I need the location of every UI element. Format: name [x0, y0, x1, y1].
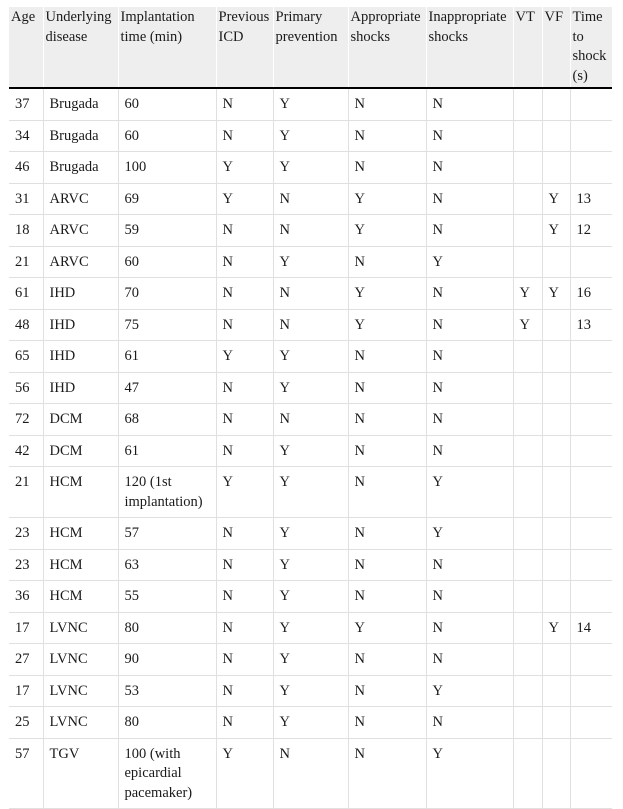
cell-age: 34	[9, 120, 43, 152]
cell-vt	[513, 435, 542, 467]
cell-implantation-time: 120 (1st implantation)	[118, 467, 216, 518]
cell-inappropriate-shocks: N	[426, 152, 513, 184]
cell-appropriate-shocks: N	[348, 518, 426, 550]
cell-appropriate-shocks: N	[348, 88, 426, 120]
header-primary-prevention: Primary prevention	[273, 7, 348, 88]
cell-implantation-time: 69	[118, 183, 216, 215]
table-row	[9, 707, 612, 739]
cell-age: 65	[9, 341, 43, 373]
cell-vt	[513, 246, 542, 278]
cell-time-to-shock	[570, 675, 612, 707]
cell-time-to-shock: 16	[570, 278, 612, 310]
cell-previous-icd: N	[216, 612, 273, 644]
cell-underlying-disease: DCM	[43, 435, 118, 467]
cell-vt	[513, 341, 542, 373]
cell-age: 42	[9, 435, 43, 467]
cell-primary-prevention: N	[273, 183, 348, 215]
cell-implantation-time: 57	[118, 518, 216, 550]
cell-vf	[542, 549, 570, 581]
cell-time-to-shock: 13	[570, 309, 612, 341]
cell-inappropriate-shocks: N	[426, 120, 513, 152]
cell-time-to-shock	[570, 120, 612, 152]
cell-vf	[542, 246, 570, 278]
cell-underlying-disease: ARVC	[43, 246, 118, 278]
cell-inappropriate-shocks: N	[426, 278, 513, 310]
cell-previous-icd: N	[216, 581, 273, 613]
cell-primary-prevention: Y	[273, 467, 348, 518]
cell-appropriate-shocks: N	[348, 435, 426, 467]
cell-primary-prevention: N	[273, 278, 348, 310]
cell-previous-icd: N	[216, 549, 273, 581]
cell-time-to-shock: 13	[570, 183, 612, 215]
header-inappropriate-shocks: Inappropriate shocks	[426, 7, 513, 88]
header-age: Age	[9, 7, 43, 88]
cell-age: 21	[9, 467, 43, 518]
cell-primary-prevention: Y	[273, 612, 348, 644]
cell-appropriate-shocks: N	[348, 372, 426, 404]
header-row	[9, 7, 612, 88]
cell-underlying-disease: ARVC	[43, 215, 118, 247]
cell-previous-icd: N	[216, 88, 273, 120]
cell-previous-icd: N	[216, 372, 273, 404]
header-underlying-disease: Underlying disease	[43, 7, 118, 88]
cell-implantation-time: 59	[118, 215, 216, 247]
cell-appropriate-shocks: N	[348, 549, 426, 581]
cell-age: 36	[9, 581, 43, 613]
cell-underlying-disease: ARVC	[43, 183, 118, 215]
cell-implantation-time: 75	[118, 309, 216, 341]
cell-inappropriate-shocks: Y	[426, 518, 513, 550]
cell-inappropriate-shocks: N	[426, 549, 513, 581]
table-row	[9, 246, 612, 278]
cell-time-to-shock	[570, 707, 612, 739]
table-row	[9, 518, 612, 550]
cell-previous-icd: N	[216, 278, 273, 310]
cell-vf: Y	[542, 183, 570, 215]
table-row	[9, 644, 612, 676]
cell-previous-icd: Y	[216, 467, 273, 518]
cell-time-to-shock	[570, 152, 612, 184]
cell-previous-icd: N	[216, 707, 273, 739]
cell-vt	[513, 675, 542, 707]
header-appropriate-shocks: Appropriate shocks	[348, 7, 426, 88]
table-row	[9, 215, 612, 247]
cell-underlying-disease: Brugada	[43, 152, 118, 184]
cell-age: 57	[9, 738, 43, 809]
cell-primary-prevention: Y	[273, 435, 348, 467]
cell-primary-prevention: Y	[273, 644, 348, 676]
cell-implantation-time: 53	[118, 675, 216, 707]
cell-implantation-time: 100 (with epicardial pacemaker)	[118, 738, 216, 809]
cell-age: 72	[9, 404, 43, 436]
cell-implantation-time: 80	[118, 707, 216, 739]
cell-vt	[513, 372, 542, 404]
cell-vf	[542, 372, 570, 404]
cell-vt	[513, 581, 542, 613]
cell-vt	[513, 644, 542, 676]
cell-inappropriate-shocks: N	[426, 183, 513, 215]
cell-underlying-disease: Brugada	[43, 88, 118, 120]
cell-appropriate-shocks: N	[348, 467, 426, 518]
table-row	[9, 738, 612, 809]
cell-appropriate-shocks: Y	[348, 183, 426, 215]
cell-inappropriate-shocks: N	[426, 707, 513, 739]
cell-inappropriate-shocks: N	[426, 215, 513, 247]
cell-underlying-disease: IHD	[43, 309, 118, 341]
cell-time-to-shock	[570, 372, 612, 404]
table-row	[9, 278, 612, 310]
cell-appropriate-shocks: N	[348, 152, 426, 184]
cell-time-to-shock: 12	[570, 215, 612, 247]
cell-underlying-disease: LVNC	[43, 675, 118, 707]
cell-vt	[513, 120, 542, 152]
cell-inappropriate-shocks: Y	[426, 675, 513, 707]
cell-underlying-disease: Brugada	[43, 120, 118, 152]
cell-vt	[513, 612, 542, 644]
cell-age: 31	[9, 183, 43, 215]
cell-inappropriate-shocks: Y	[426, 738, 513, 809]
cell-underlying-disease: DCM	[43, 404, 118, 436]
cell-underlying-disease: HCM	[43, 581, 118, 613]
cell-vt	[513, 707, 542, 739]
cell-vf	[542, 404, 570, 436]
cell-underlying-disease: HCM	[43, 549, 118, 581]
cell-time-to-shock	[570, 246, 612, 278]
cell-implantation-time: 70	[118, 278, 216, 310]
header-time-to-shock: Time to shock (s)	[570, 7, 612, 88]
cell-vt	[513, 738, 542, 809]
table-row	[9, 404, 612, 436]
cell-vf	[542, 120, 570, 152]
cell-implantation-time: 47	[118, 372, 216, 404]
cell-primary-prevention: Y	[273, 372, 348, 404]
cell-previous-icd: N	[216, 644, 273, 676]
table-body	[9, 88, 612, 809]
cell-age: 18	[9, 215, 43, 247]
cell-inappropriate-shocks: N	[426, 612, 513, 644]
cell-implantation-time: 68	[118, 404, 216, 436]
cell-appropriate-shocks: N	[348, 341, 426, 373]
cell-previous-icd: N	[216, 246, 273, 278]
cell-vf	[542, 152, 570, 184]
cell-inappropriate-shocks: N	[426, 88, 513, 120]
cell-vf	[542, 518, 570, 550]
cell-vt	[513, 518, 542, 550]
table-row	[9, 341, 612, 373]
cell-age: 27	[9, 644, 43, 676]
header-previous-icd: Previous ICD	[216, 7, 273, 88]
cell-appropriate-shocks: N	[348, 581, 426, 613]
cell-primary-prevention: Y	[273, 152, 348, 184]
cell-vf	[542, 581, 570, 613]
table-row	[9, 467, 612, 518]
cell-appropriate-shocks: Y	[348, 612, 426, 644]
cell-time-to-shock	[570, 518, 612, 550]
cell-underlying-disease: IHD	[43, 341, 118, 373]
cell-underlying-disease: LVNC	[43, 707, 118, 739]
header-vt: VT	[513, 7, 542, 88]
cell-appropriate-shocks: N	[348, 675, 426, 707]
cell-implantation-time: 61	[118, 341, 216, 373]
cell-vf	[542, 707, 570, 739]
cell-appropriate-shocks: Y	[348, 278, 426, 310]
cell-primary-prevention: Y	[273, 120, 348, 152]
table-row	[9, 152, 612, 184]
cell-previous-icd: N	[216, 120, 273, 152]
cell-age: 37	[9, 88, 43, 120]
table-row	[9, 120, 612, 152]
cell-vt	[513, 404, 542, 436]
cell-vf	[542, 467, 570, 518]
cell-previous-icd: N	[216, 215, 273, 247]
cell-appropriate-shocks: N	[348, 246, 426, 278]
cell-implantation-time: 80	[118, 612, 216, 644]
cell-time-to-shock	[570, 467, 612, 518]
cell-vf	[542, 675, 570, 707]
cell-appropriate-shocks: N	[348, 120, 426, 152]
cell-vt: Y	[513, 309, 542, 341]
cell-vt	[513, 467, 542, 518]
cell-inappropriate-shocks: N	[426, 404, 513, 436]
cell-time-to-shock	[570, 435, 612, 467]
cell-previous-icd: N	[216, 435, 273, 467]
cell-primary-prevention: Y	[273, 675, 348, 707]
cell-inappropriate-shocks: N	[426, 581, 513, 613]
cell-underlying-disease: LVNC	[43, 612, 118, 644]
cell-time-to-shock	[570, 738, 612, 809]
cell-time-to-shock	[570, 581, 612, 613]
cell-appropriate-shocks: N	[348, 644, 426, 676]
cell-inappropriate-shocks: N	[426, 435, 513, 467]
table-row	[9, 183, 612, 215]
table-row	[9, 372, 612, 404]
cell-appropriate-shocks: N	[348, 738, 426, 809]
cell-implantation-time: 60	[118, 120, 216, 152]
cell-previous-icd: Y	[216, 152, 273, 184]
cell-age: 21	[9, 246, 43, 278]
header-implantation-time: Implantation time (min)	[118, 7, 216, 88]
table-row	[9, 549, 612, 581]
cell-implantation-time: 60	[118, 246, 216, 278]
cell-time-to-shock	[570, 644, 612, 676]
cell-implantation-time: 90	[118, 644, 216, 676]
cell-previous-icd: N	[216, 404, 273, 436]
cell-inappropriate-shocks: N	[426, 644, 513, 676]
cell-implantation-time: 55	[118, 581, 216, 613]
cell-vf: Y	[542, 612, 570, 644]
cell-time-to-shock	[570, 88, 612, 120]
cell-age: 17	[9, 612, 43, 644]
header-vf: VF	[542, 7, 570, 88]
cell-inappropriate-shocks: Y	[426, 467, 513, 518]
table-row	[9, 675, 612, 707]
cell-implantation-time: 60	[118, 88, 216, 120]
cell-underlying-disease: LVNC	[43, 644, 118, 676]
cell-vf	[542, 738, 570, 809]
cell-primary-prevention: N	[273, 738, 348, 809]
cell-primary-prevention: N	[273, 309, 348, 341]
cell-underlying-disease: IHD	[43, 278, 118, 310]
cell-appropriate-shocks: N	[348, 404, 426, 436]
cell-time-to-shock	[570, 341, 612, 373]
cell-vt	[513, 88, 542, 120]
cell-vt: Y	[513, 278, 542, 310]
table-row	[9, 309, 612, 341]
cell-age: 17	[9, 675, 43, 707]
cell-appropriate-shocks: N	[348, 707, 426, 739]
table-row	[9, 435, 612, 467]
cell-primary-prevention: Y	[273, 581, 348, 613]
cell-primary-prevention: Y	[273, 88, 348, 120]
cell-underlying-disease: HCM	[43, 467, 118, 518]
cell-previous-icd: Y	[216, 341, 273, 373]
cell-time-to-shock	[570, 549, 612, 581]
cell-previous-icd: N	[216, 518, 273, 550]
cell-previous-icd: N	[216, 675, 273, 707]
table-row	[9, 581, 612, 613]
cell-vf	[542, 341, 570, 373]
cell-vf	[542, 88, 570, 120]
cell-primary-prevention: N	[273, 404, 348, 436]
cell-vt	[513, 183, 542, 215]
cell-underlying-disease: TGV	[43, 738, 118, 809]
table-row	[9, 88, 612, 120]
cell-inappropriate-shocks: Y	[426, 246, 513, 278]
cell-previous-icd: N	[216, 309, 273, 341]
cell-primary-prevention: Y	[273, 549, 348, 581]
cell-vt	[513, 215, 542, 247]
cell-implantation-time: 63	[118, 549, 216, 581]
cell-vf	[542, 309, 570, 341]
cell-time-to-shock	[570, 404, 612, 436]
cell-primary-prevention: Y	[273, 518, 348, 550]
cell-underlying-disease: HCM	[43, 518, 118, 550]
cell-vf: Y	[542, 215, 570, 247]
cell-primary-prevention: Y	[273, 707, 348, 739]
cell-inappropriate-shocks: N	[426, 341, 513, 373]
cell-vf	[542, 435, 570, 467]
cell-age: 61	[9, 278, 43, 310]
cell-age: 25	[9, 707, 43, 739]
cell-appropriate-shocks: Y	[348, 309, 426, 341]
cell-vt	[513, 549, 542, 581]
cell-vf	[542, 644, 570, 676]
cell-inappropriate-shocks: N	[426, 372, 513, 404]
table-row	[9, 612, 612, 644]
cell-implantation-time: 100	[118, 152, 216, 184]
cell-age: 48	[9, 309, 43, 341]
cell-previous-icd: Y	[216, 738, 273, 809]
cell-inappropriate-shocks: N	[426, 309, 513, 341]
cell-age: 46	[9, 152, 43, 184]
patient-table	[9, 7, 612, 809]
cell-previous-icd: Y	[216, 183, 273, 215]
cell-primary-prevention: Y	[273, 246, 348, 278]
cell-age: 23	[9, 549, 43, 581]
cell-vt	[513, 152, 542, 184]
cell-time-to-shock: 14	[570, 612, 612, 644]
cell-underlying-disease: IHD	[43, 372, 118, 404]
cell-age: 56	[9, 372, 43, 404]
cell-implantation-time: 61	[118, 435, 216, 467]
cell-appropriate-shocks: Y	[348, 215, 426, 247]
cell-primary-prevention: Y	[273, 341, 348, 373]
cell-primary-prevention: N	[273, 215, 348, 247]
cell-age: 23	[9, 518, 43, 550]
cell-vf: Y	[542, 278, 570, 310]
